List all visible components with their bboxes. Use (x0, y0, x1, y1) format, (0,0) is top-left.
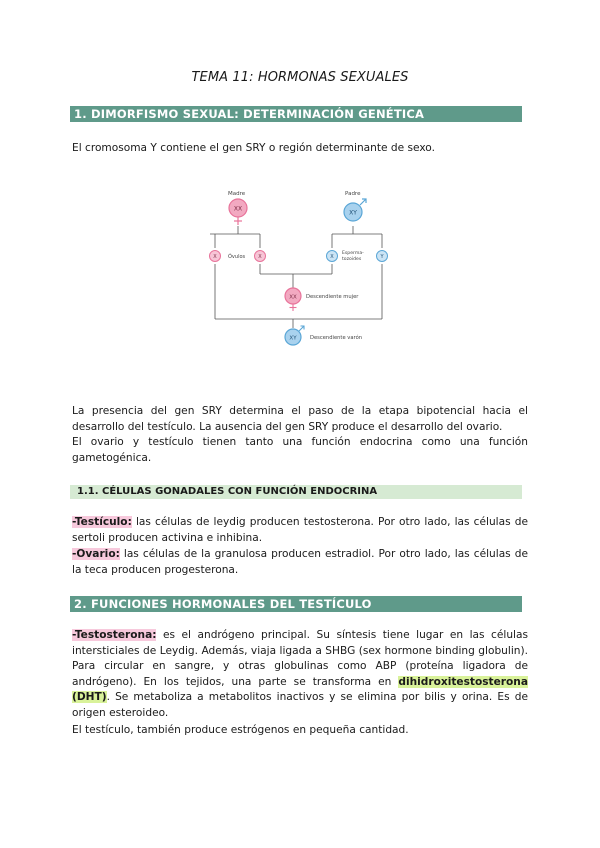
testiculo-term: -Testículo: (72, 516, 132, 528)
testosterona-text-a: es el andrógeno principal. Su síntesis tiene lugar en las células intersticiales de Leydig. Además, viaja ligada a SHBG (sex hormone binding globulin). Para circular en sangre, y otras globulinas como ABP (proteína ligadora de andrógeno). En los tejidos, una parte se transforma en (72, 629, 528, 688)
dht-term: dihidroxitestosterona (DHT) (72, 675, 528, 703)
ovules-label: Óvulos (228, 254, 246, 260)
testosterona-paragraph (72, 628, 528, 721)
page-title: TEMA 11: HORMONAS SEXUALES (191, 70, 409, 85)
female-offspring-genotype: XX (289, 294, 297, 301)
mother-label: Madre (228, 191, 246, 197)
estrogenos-paragraph: El testículo, también produce estrógenos en pequeña cantidad. (72, 724, 409, 736)
ovario-text: las células de la granulosa producen estradiol. Por otro lado, las células de la teca producen progesterona. (72, 548, 528, 576)
sperm-label: Esperma- tozoides (342, 251, 364, 262)
sperm-x: X (330, 254, 334, 260)
father-label: Padre (345, 191, 361, 197)
testiculo-paragraph (72, 515, 528, 546)
ovule-x-1: X (213, 254, 217, 260)
sperm-y: Y (380, 254, 384, 260)
male-offspring-label: Descendiente varón (310, 335, 363, 341)
male-offspring-genotype: XY (289, 335, 297, 342)
sex-determination-diagram (198, 184, 408, 354)
testosterona-term: -Testosterona: (72, 629, 157, 641)
testosterona-text-b: . Se metaboliza a metabolitos inactivos y se elimina por bilis y orina. Es de origen esteroideo. (72, 691, 528, 719)
subsection-heading-celulas: 1.1. CÉLULAS GONADALES CON FUNCIÓN ENDOCRINA (70, 485, 522, 499)
ovario-paragraph (72, 547, 528, 578)
ovule-x-2: X (258, 254, 262, 260)
female-offspring-label: Descendiente mujer (306, 294, 359, 300)
section-heading-dimorfismo: 1. DIMORFISMO SEXUAL: DETERMINACIÓN GENÉTICA (70, 106, 522, 122)
intro-paragraph: El cromosoma Y contiene el gen SRY o región determinante de sexo. (72, 142, 435, 154)
father-genotype: XY (349, 209, 357, 217)
section-heading-funciones: 2. FUNCIONES HORMONALES DEL TESTÍCULO (70, 596, 522, 612)
mother-genotype: XX (233, 205, 243, 213)
ovario-term: -Ovario: (72, 548, 120, 560)
sry-paragraph: La presencia del gen SRY determina el paso de la etapa bipotencial hacia el desarrollo del testículo. La ausencia del gen SRY produce el desarrollo del ovario. (72, 405, 528, 433)
testiculo-text: las células de leydig producen testosterona. Por otro lado, las células de sertoli producen activina e inhibina. (72, 516, 528, 544)
gonad-function-paragraph: El ovario y testículo tienen tanto una función endocrina como una función gametogénica. (72, 436, 528, 464)
